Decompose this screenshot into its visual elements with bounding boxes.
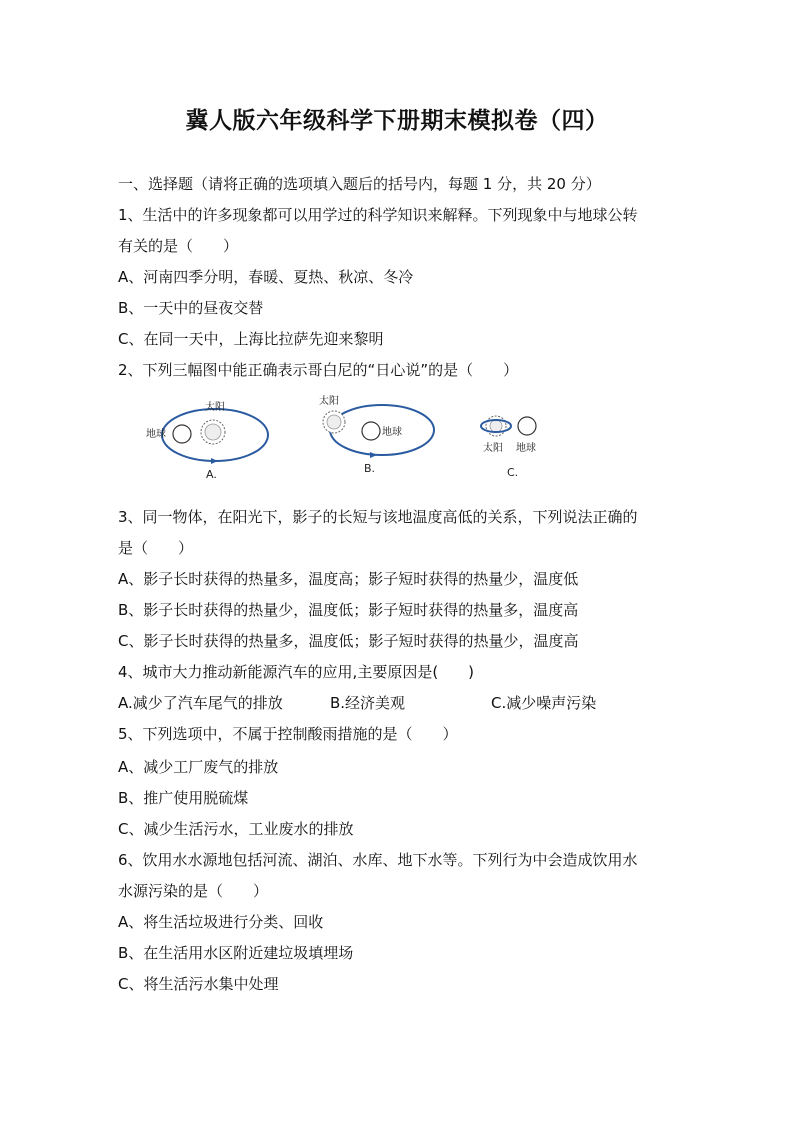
q6-stem-line2: 水源污染的是（ ）	[118, 882, 269, 900]
q1-option-b: B、一天中的昼夜交替	[118, 299, 264, 317]
q5-option-a: A、减少工厂废气的排放	[118, 758, 279, 776]
fig-c-earth-label: 地球	[516, 443, 536, 454]
q1-stem-line1: 1、生活中的许多现象都可以用学过的科学知识来解释。下列现象中与地球公转	[118, 206, 638, 224]
orbit-arrow	[370, 452, 377, 458]
fig-b-letter: B.	[364, 462, 376, 475]
fig-a-earth-label: 地球	[146, 429, 166, 440]
q5-option-b: B、推广使用脱硫煤	[118, 789, 249, 807]
q1-stem-line2: 有关的是（ ）	[118, 237, 239, 255]
orbit-arrow	[211, 458, 218, 464]
q5-stem: 5、下列选项中，不属于控制酸雨措施的是（ ）	[118, 725, 458, 743]
fig-b-sun-label: 太阳	[319, 396, 339, 407]
q4-option-a: A.减少了汽车尾气的排放	[118, 694, 283, 712]
fig-c-sun-label: 太阳	[483, 443, 503, 454]
q6-option-b: B、在生活用水区附近建垃圾填埋场	[118, 944, 354, 962]
q3-option-b: B、影子长时获得的热量少，温度低；影子短时获得的热量多，温度高	[118, 601, 579, 619]
sun-icon	[201, 420, 225, 444]
q2-stem: 2、下列三幅图中能正确表示哥白尼的“日心说”的是（ ）	[118, 361, 519, 379]
fig-c-letter: C.	[507, 466, 519, 479]
q6-stem-line1: 6、饮用水水源地包括河流、湖泊、水库、地下水等。下列行为中会造成饮用水	[118, 851, 638, 869]
q4-option-b: B.经济美观	[330, 694, 406, 712]
q6-option-c: C、将生活污水集中处理	[118, 975, 279, 993]
q3-option-c: C、影子长时获得的热量多，温度低；影子短时获得的热量少，温度高	[118, 632, 579, 650]
section-heading: 一、选择题（请将正确的选项填入题后的括号内，每题 1 分，共 20 分）	[118, 175, 601, 193]
q4-stem: 4、城市大力推动新能源汽车的应用,主要原因是( )	[118, 663, 475, 681]
sun-icon	[323, 411, 345, 433]
q3-option-a: A、影子长时获得的热量多，温度高；影子短时获得的热量少，温度低	[118, 570, 579, 588]
earth-circle	[362, 422, 380, 440]
q1-option-c: C、在同一天中，上海比拉萨先迎来黎明	[118, 330, 384, 348]
q4-option-c: C.减少噪声污染	[491, 694, 597, 712]
q6-option-a: A、将生活垃圾进行分类、回收	[118, 913, 324, 931]
earth-circle	[173, 425, 191, 443]
q2-figure-a	[140, 392, 270, 484]
q2-figure-c	[474, 400, 554, 484]
q3-stem-line1: 3、同一物体，在阳光下，影子的长短与该地温度高低的关系，下列说法正确的	[118, 508, 638, 526]
page-title: 冀人版六年级科学下册期末模拟卷（四）	[185, 108, 609, 134]
q3-stem-line2: 是（ ）	[118, 539, 194, 557]
fig-b-earth-label: 地球	[382, 427, 402, 438]
q1-option-a: A、河南四季分明，春暖、夏热、秋凉、冬冷	[118, 268, 414, 286]
fig-a-letter: A.	[206, 468, 217, 481]
fig-a-sun-label: 太阳	[205, 402, 225, 413]
earth-circle	[518, 417, 536, 435]
q2-figure-b	[312, 392, 442, 484]
q5-option-c: C、减少生活污水，工业废水的排放	[118, 820, 354, 838]
